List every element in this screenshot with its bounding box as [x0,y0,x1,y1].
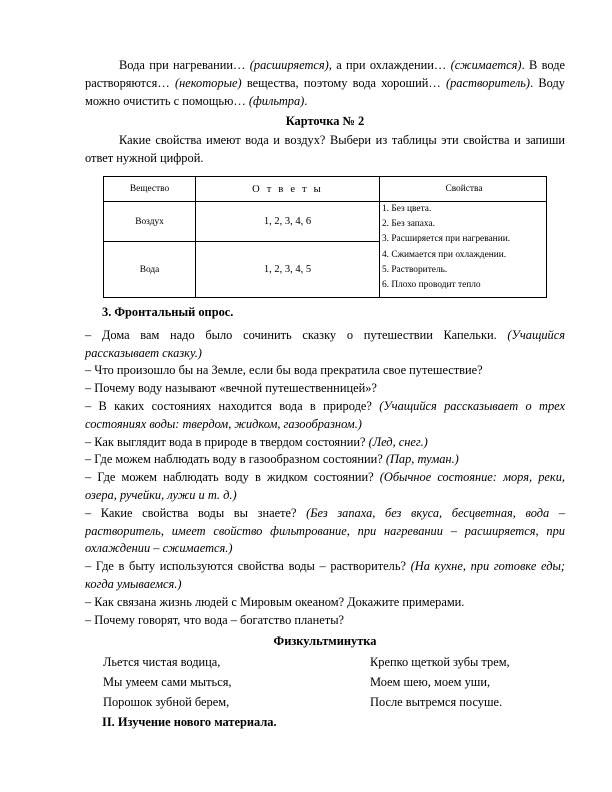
question-item: – Где можем наблюдать воду в газообразном состоянии? (Пар, туман.) [85,452,459,467]
poem-line: Мы умеем сами мыться, [103,675,232,689]
exercise-heading: Физкультминутка [273,634,377,648]
table-row [104,202,547,242]
question-item: – Какие свойства воды вы знаете? (Без запаха, без вкуса, бесцветная, вода – растворитель, имеет свойство фильтрование, при нагревании – расширяется, при охлаждении – сжимается.) [85,505,565,556]
question-item: – Что произошло бы на Земле, если бы вода прекратила свое путешествие? [85,363,483,378]
intro-answer-3: (некоторые) [174,75,242,90]
poem-right-column [370,652,510,712]
question-item: – Где в быту используются свойства воды – растворитель? (На кухне, при готовке еды; когда умываемся.) [85,559,565,591]
card-instruction: Какие свойства имеют вода и воздух? Выбери из таблицы эти свойства и запиши ответ нужной цифрой. [85,133,565,165]
survey-section [85,304,565,629]
intro-text-5: . Воду можно очистить с помощью… [85,75,565,108]
poem-line: Моем шею, моем уши, [370,675,491,689]
header-substance: Вещество [104,177,196,202]
intro-text-6: . [304,93,308,108]
poem-line: Порошок зубной берем, [103,695,230,709]
poem-line: Льется чистая водица, [103,655,221,669]
row-answers: 1, 2, 3, 4, 5 [196,242,380,298]
poem-left-column [103,652,232,712]
header-answers: О т в е т ы [196,177,380,202]
property-item: 3. Расширяется при нагревании. [381,234,511,245]
poem-line: Крепко щеткой зубы трем, [370,655,510,669]
row-substance: Воздух [104,202,196,242]
question-item: – В каких состояниях находится вода в природе? (Учащийся рассказывает о трех состояниях воды: твердом, жидком, газообразном.) [85,398,565,431]
properties-list [379,202,546,298]
intro-paragraph [85,57,565,110]
question-item: – Как связана жизнь людей с Мировым океаном? Докажите примерами. [85,594,465,609]
property-item: 4. Сжимается при охлаждении. [381,249,507,260]
header-properties: Свойства [379,177,546,202]
intro-text-3: . В воде растворяются… [85,58,565,90]
table-header-row [104,177,547,202]
card-title: Карточка № 2 [285,114,365,128]
intro-answer-2: (сжимается) [450,58,522,72]
property-item: 1. Без цвета. [381,204,432,214]
question-item: – Где можем наблюдать воду в жидком состоянии? (Обычное состояние: моря, реки, озера, ручейки, лужи и т. д.) [85,470,565,502]
intro-text-4: вещества, поэтому вода хороший… [241,75,446,90]
question-item: – Почему воду называют «вечной путешественницей»? [85,381,377,396]
intro-answer-5: (фильтра) [248,93,305,108]
property-item: 5. Растворитель. [381,264,448,275]
question-item: – Как выглядит вода в природе в твердом состоянии? (Лед, снег.) [85,434,428,449]
intro-answer-1: (расширяется) [249,58,329,72]
intro-text-1: Вода при нагревании… [119,58,250,72]
property-item: 2. Без запаха. [381,219,436,230]
properties-table [103,176,547,298]
survey-heading: 3. Фронтальный опрос. [102,305,234,319]
question-item: – Дома вам надо было сочинить сказку о путешествии Капельки. (Учащийся рассказывает сказку.) [85,327,565,360]
intro-text-2: , а при охлаждении… [328,58,451,72]
property-item: 6. Плохо проводит тепло [381,280,481,291]
next-section-heading: II. Изучение нового материала. [102,715,277,729]
question-item: – Почему говорят, что вода – богатство планеты? [85,612,345,627]
row-answers: 1, 2, 3, 4, 6 [196,202,380,242]
intro-answer-4: (растворитель) [445,75,531,90]
poem-line: После вытремся посуше. [370,695,503,709]
row-substance: Вода [104,242,196,298]
